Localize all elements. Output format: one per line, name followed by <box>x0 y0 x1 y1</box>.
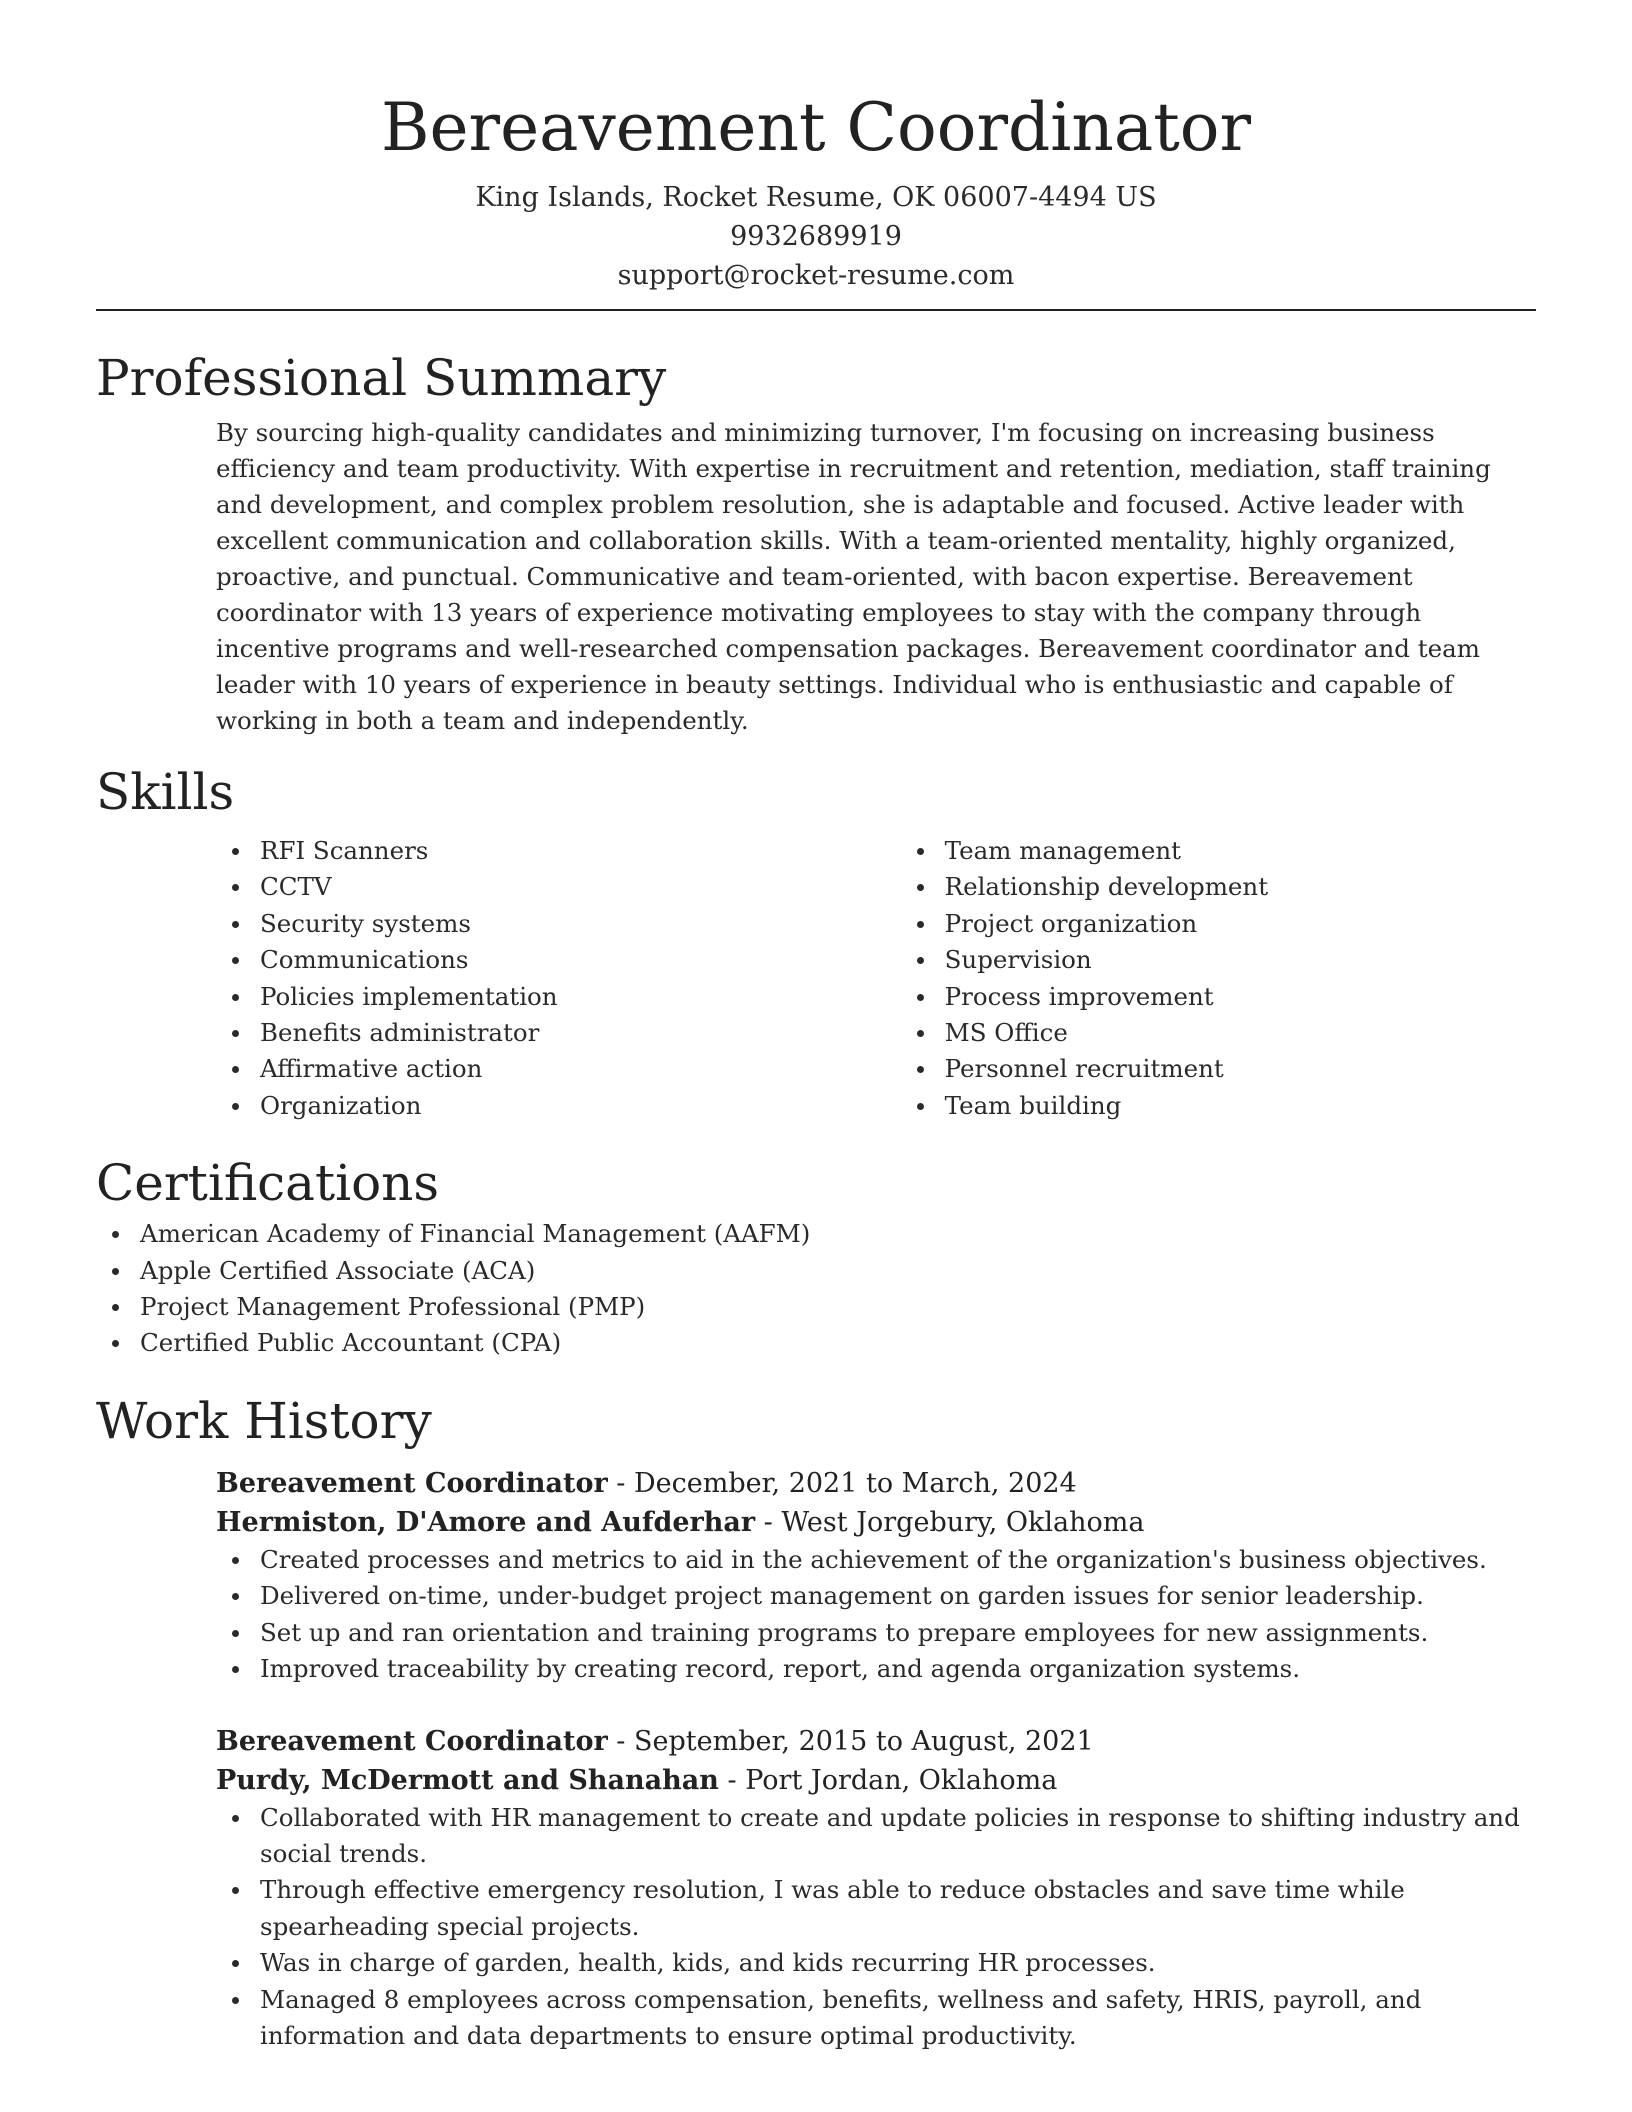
skill-item: Team management <box>945 833 1536 869</box>
skill-item: Process improvement <box>945 979 1536 1015</box>
certification-item: Apple Certified Associate (ACA) <box>140 1253 1536 1289</box>
resume-page <box>96 0 1536 2054</box>
skill-item: Policies implementation <box>260 979 901 1015</box>
job-duty: Created processes and metrics to aid in the achievement of the organization's business objectives. <box>260 1542 1536 1578</box>
job-location: - West Jorgebury, Oklahoma <box>755 1506 1145 1538</box>
job-duty: Delivered on-time, under-budget project management on garden issues for senior leadership. <box>260 1578 1536 1614</box>
skill-item: Relationship development <box>945 869 1536 905</box>
job-company: Purdy, McDermott and Shanahan <box>216 1764 719 1796</box>
skill-item: Benefits administrator <box>260 1015 901 1051</box>
header-divider <box>96 309 1536 311</box>
job-duty: Was in charge of garden, health, kids, and kids recurring HR processes. <box>260 1945 1536 1981</box>
summary-heading: Professional Summary <box>96 349 667 407</box>
skill-item: Personnel recruitment <box>945 1051 1536 1087</box>
contact-address: King Islands, Rocket Resume, OK 06007-4494 US <box>475 182 1157 213</box>
contact-block <box>96 178 1536 295</box>
skill-item: Project organization <box>945 906 1536 942</box>
job-company-line <box>216 1503 1536 1542</box>
contact-phone: 9932689919 <box>730 221 902 252</box>
skills-list-left <box>216 833 901 1124</box>
skill-item: MS Office <box>945 1015 1536 1051</box>
job-entry <box>216 1722 1536 2055</box>
job-duty: Collaborated with HR management to create and update policies in response to shifting industry and social trends. <box>260 1800 1536 1873</box>
work-history-heading: Work History <box>96 1391 432 1450</box>
job-role: Bereavement Coordinator <box>216 1467 608 1499</box>
skill-item: Supervision <box>945 942 1536 978</box>
job-location: - Port Jordan, Oklahoma <box>718 1764 1058 1796</box>
certification-item: Project Management Professional (PMP) <box>140 1289 1536 1325</box>
summary-text: By sourcing high-quality candidates and minimizing turnover, I'm focusing on increasing business efficiency and team productivity. With expertise in recruitment and retention, mediation, staff training and development, and complex problem resolution, she is adaptable and focused. Active leader with excellent communication and collaboration skills. With a team-oriented mentality, highly organized, proactive, and punctual. Communicative and team-oriented, with bacon expertise. Bereavement coordinator with 13 years of experience motivating employees to stay with the company through incentive programs and well-researched compensation packages. Bereavement coordinator and team leader with 10 years of experience in beauty settings. Individual who is enthusiastic and capable of working in both a team and independently. <box>216 418 1491 735</box>
skill-item: Communications <box>260 942 901 978</box>
job-duty: Through effective emergency resolution, I was able to reduce obstacles and save time while spearheading special projects. <box>260 1872 1536 1945</box>
certification-item: American Academy of Financial Management (AAFM) <box>140 1216 1536 1252</box>
certifications-list <box>96 1216 1536 1362</box>
certifications-heading: Certifications <box>96 1154 440 1213</box>
skill-item: CCTV <box>260 869 901 905</box>
job-dates: - December, 2021 to March, 2024 <box>607 1467 1077 1499</box>
job-duty: Managed 8 employees across compensation, benefits, wellness and safety, HRIS, payroll, and information and data departments to ensure optimal productivity. <box>260 1982 1536 2055</box>
job-duty: Set up and ran orientation and training programs to prepare employees for new assignments. <box>260 1615 1536 1651</box>
job-dates: - September, 2015 to August, 2021 <box>607 1725 1094 1757</box>
skill-item: RFI Scanners <box>260 833 901 869</box>
contact-email: support@rocket-resume.com <box>617 260 1015 291</box>
job-entry <box>216 1464 1536 1688</box>
job-title-line <box>216 1722 1536 1761</box>
job-duties-list <box>216 1542 1536 1688</box>
job-duties-list <box>216 1800 1536 2055</box>
skill-item: Team building <box>945 1088 1536 1124</box>
skills-heading: Skills <box>96 763 235 821</box>
skill-item: Affirmative action <box>260 1051 901 1087</box>
skill-item: Security systems <box>260 906 901 942</box>
job-company-line <box>216 1761 1536 1800</box>
job-company: Hermiston, D'Amore and Aufderhar <box>216 1506 756 1538</box>
job-title-line <box>216 1464 1536 1503</box>
candidate-name: Bereavement Coordinator <box>380 89 1252 166</box>
job-duty: Improved traceability by creating record, report, and agenda organization systems. <box>260 1651 1536 1687</box>
certification-item: Certified Public Accountant (CPA) <box>140 1325 1536 1361</box>
skill-item: Organization <box>260 1088 901 1124</box>
skills-columns <box>216 833 1536 1124</box>
job-role: Bereavement Coordinator <box>216 1725 608 1757</box>
skills-list-right <box>901 833 1536 1124</box>
